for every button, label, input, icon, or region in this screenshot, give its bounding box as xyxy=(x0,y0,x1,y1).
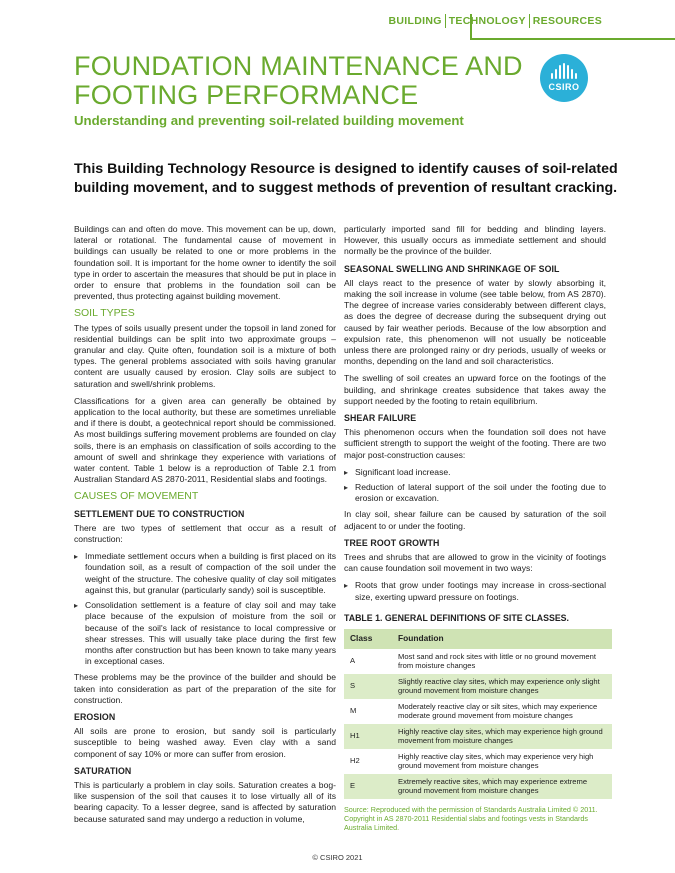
paragraph: The swelling of soil creates an upward force on the footings of the building, and shrinkage creates subsidence that takes away the support needed by the footing to retain equilibrium. xyxy=(344,373,606,406)
paragraph: Buildings can and often do move. This movement can be up, down, lateral or rotational. The fundamental cause of movement in buildings can usually be related to one or more problems in the foundation soil. It is important for the home owner to identify the soil type in order to ascertain the measures that should be put in place in order to ensure that problems in the foundation soil can be prevented, thus protecting against building movement. xyxy=(74,224,336,302)
list-item: ▸ Significant load increase. xyxy=(344,467,606,478)
class-cell: H1 xyxy=(344,724,392,749)
series-word: RESOURCES xyxy=(529,14,605,28)
subheading-erosion: EROSION xyxy=(74,711,116,722)
table-row xyxy=(344,749,612,774)
foundation-cell: Highly reactive clay sites, which may experience high ground movement from moisture changes xyxy=(392,724,612,749)
document-title: FOUNDATION MAINTENANCE AND FOOTING PERFORMANCE xyxy=(74,51,523,110)
table-row xyxy=(344,699,612,724)
section-heading-soil-types: SOIL TYPES xyxy=(74,307,135,320)
paragraph: There are two types of settlement that occur as a result of construction: xyxy=(74,522,336,545)
subheading-saturation: SATURATION xyxy=(74,765,132,776)
header-divider-horizontal xyxy=(470,38,675,40)
class-cell: M xyxy=(344,699,392,724)
bullet-list xyxy=(344,580,606,602)
section-heading-causes: CAUSES OF MOVEMENT xyxy=(74,490,199,503)
intro-statement: This Building Technology Resource is designed to identify causes of soil-related building movement, and to suggest methods of prevention of resultant cracking. xyxy=(74,161,618,196)
table-row xyxy=(344,674,612,699)
paragraph: This is particularly a problem in clay soils. Saturation creates a bog-like suspension of the soil that causes it to lose virtually all of its bearing capacity. To a lesser degree, sand is affected by saturation because saturated sand may undergo a reduction in volume, xyxy=(74,779,336,824)
foundation-cell: Extremely reactive sites, which may experience extreme ground movement from moisture changes xyxy=(392,774,612,799)
paragraph: particularly imported sand fill for bedding and blinding layers. However, this usually occurs as immediate settlement and should normally be the province of the builder. xyxy=(344,224,606,257)
table-source-note: Source: Reproduced with the permission of Standards Australia Limited © 2011. Copyright in AS 2870-2011 Residential slabs and footings vests in Standards Australia Limited. xyxy=(344,804,598,833)
table-row xyxy=(344,649,612,674)
paragraph: This phenomenon occurs when the foundation soil does not have sufficient strength to support the weight of the footing. There are two major post-construction causes: xyxy=(344,427,606,460)
table-header-row xyxy=(344,629,612,648)
bullet-list xyxy=(344,467,606,505)
left-column xyxy=(74,224,336,831)
paragraph: Classifications for a given area can generally be obtained by application to the local authority, but these are sometimes unreliable and if there is doubt, a geotechnical report should be commissioned. As most buildings suffering movement problems are founded on clay soils, there is an emphasis on classification of soils according to the amount of swell and shrinkage they experience with variations of water content. Table 1 below is a reproduction of Table 2.1 from Australian Standard AS 2870-2011, Residential slabs and footings. xyxy=(74,395,336,485)
series-word: BUILDING xyxy=(388,15,442,27)
list-item: ▸ Consolidation settlement is a feature of clay soil and may take place because of the expulsion of moisture from the soil or because of the soil's lack of resistance to local compressive or shear stresses. This will usually take place during the first few months after construction but has been known to take many years in exceptional cases. xyxy=(74,600,336,667)
foundation-cell: Highly reactive clay sites, which may experience very high ground movement from moisture changes xyxy=(392,749,612,774)
class-cell: E xyxy=(344,774,392,799)
csiro-logo xyxy=(540,54,588,102)
table-title: TABLE 1. GENERAL DEFINITIONS OF SITE CLASSES. xyxy=(344,612,569,623)
subheading-shear: SHEAR FAILURE xyxy=(344,413,417,424)
paragraph: All soils are prone to erosion, but sandy soil is particularly susceptible to being washed away. Even clay with a sand component of say 10% or more can suffer from erosion. xyxy=(74,726,336,759)
bullet-list xyxy=(74,551,336,667)
site-classes-table xyxy=(344,629,612,798)
logo-text: CSIRO xyxy=(548,81,580,92)
subheading-settlement: SETTLEMENT DUE TO CONSTRUCTION xyxy=(74,508,245,519)
list-item: ▸ Immediate settlement occurs when a building is first placed on its foundation soil, as a result of compaction of the soil under the weight of the structure. The cohesive quality of clay soil mitigates against this, but granular (particularly sandy) soil is susceptible. xyxy=(74,551,336,596)
foundation-cell: Moderately reactive clay or silt sites, which may experience moderate ground movement from moisture changes xyxy=(392,699,612,724)
column-header-foundation: Foundation xyxy=(392,629,612,648)
table-row xyxy=(344,774,612,799)
subheading-seasonal: SEASONAL SWELLING AND SHRINKAGE OF SOIL xyxy=(344,263,560,274)
class-cell: H2 xyxy=(344,749,392,774)
subheading-tree-root: TREE ROOT GROWTH xyxy=(344,537,440,548)
class-cell: A xyxy=(344,649,392,674)
foundation-cell: Slightly reactive clay sites, which may experience only slight ground movement from moisture changes xyxy=(392,674,612,699)
table-row xyxy=(344,724,612,749)
paragraph: The types of soils usually present under the topsoil in land zoned for residential buildings can be split into two approximate groups – granular and clay. Quite often, foundation soil is a mixture of both types. The general problems associated with soils having granular content are usually caused by erosion. Clay soils are subject to saturation and swell/shrink problems. xyxy=(74,322,336,389)
paragraph: These problems may be the province of the builder and should be taken into consideration as part of the preparation of the site for construction. xyxy=(74,672,336,705)
document-subtitle: Understanding and preventing soil-related building movement xyxy=(74,113,464,128)
logo-bars-icon xyxy=(551,63,577,79)
paragraph: All clays react to the presence of water by slowly absorbing it, making the soil increase in volume (see table below, from AS 2870). The degree of increase varies considerably between different clays, as does the degree of decrease during the subsequent drying out caused by fair weather periods. Because of the low absorption and expulsion rate, this phenomenon will not usually be noticeable unless there are prolonged rainy or dry periods, usually of weeks or months, depending on the land and soil characteristics. xyxy=(344,277,606,367)
class-cell: S xyxy=(344,674,392,699)
column-header-class: Class xyxy=(344,629,392,648)
page-footer: © CSIRO 2021 xyxy=(312,853,363,862)
foundation-cell: Most sand and rock sites with little or no ground movement from moisture changes xyxy=(392,649,612,674)
paragraph: Trees and shrubs that are allowed to grow in the vicinity of footings can cause foundation soil movement in two ways: xyxy=(344,552,606,574)
series-banner xyxy=(386,14,605,28)
right-column xyxy=(344,224,606,833)
series-word: TECHNOLOGY xyxy=(445,14,529,28)
paragraph: In clay soil, shear failure can be caused by saturation of the soil adjacent to or under the footing. xyxy=(344,509,606,531)
list-item: ▸ Reduction of lateral support of the soil under the footing due to erosion or excavation. xyxy=(344,482,606,504)
list-item: ▸ Roots that grow under footings may increase in cross-sectional size, exerting upward pressure on footings. xyxy=(344,580,606,602)
